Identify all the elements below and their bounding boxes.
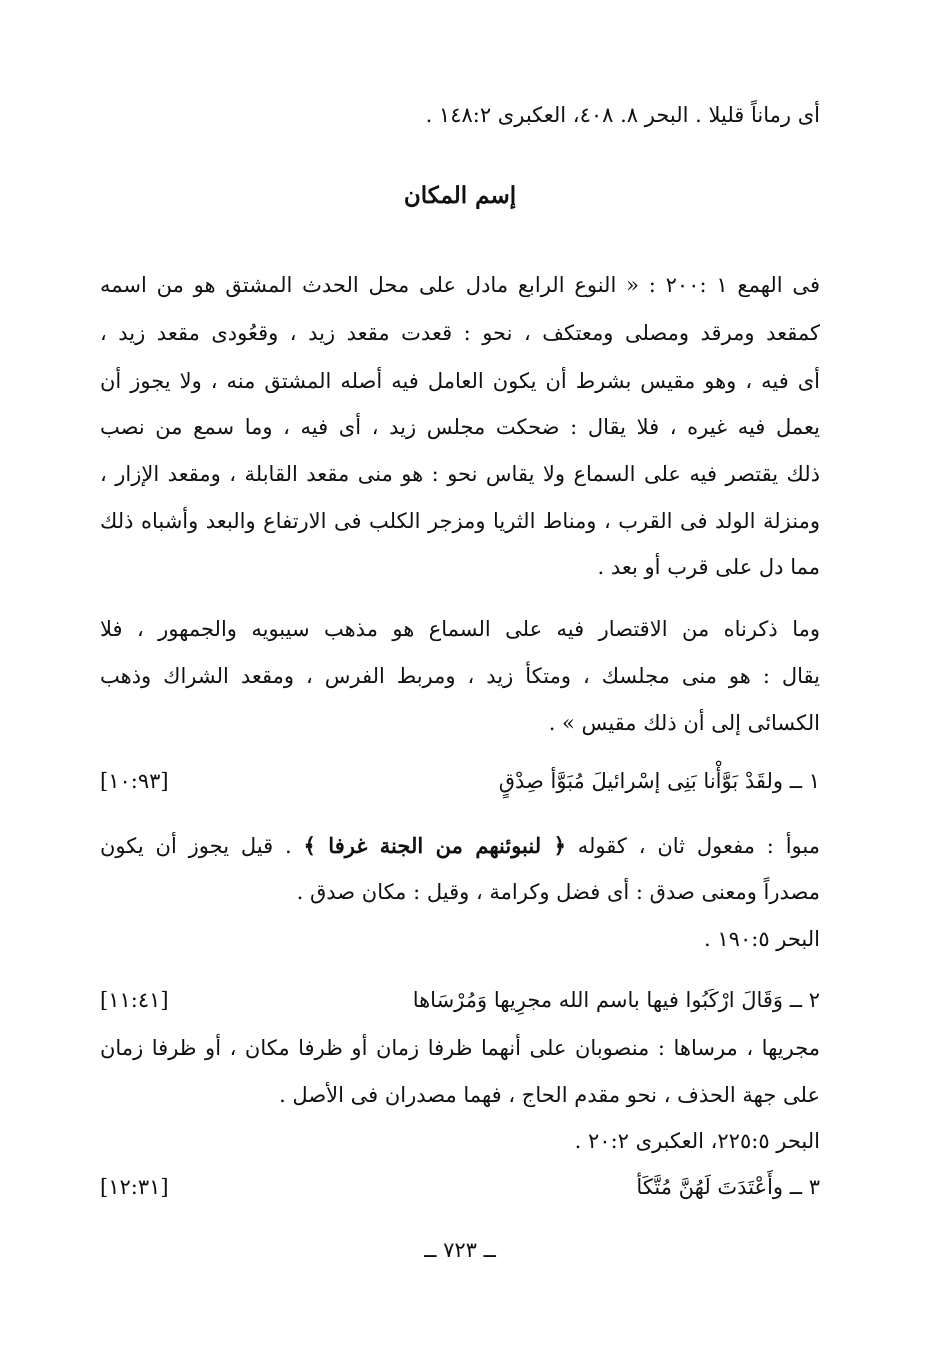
paragraph-line: وما ذكرناه من الاقتصار فيه على السماع هو مذهب سيبويه والجمهور ، فلا: [100, 617, 820, 641]
verse-text: ١ ــ ولقَدْ بَوَّأْنا بَنِى إسْرائيلَ مُبَوَّأ صِدْقٍ: [498, 769, 820, 793]
commentary-line: على جهة الحذف ، نحو مقدم الحاج ، فهما مصدران فى الأصل .: [279, 1083, 820, 1107]
paragraph-line: ذلك يقتصر فيه على السماع ولا يقاس نحو : هو منى مقعد القابلة ، ومقعد الإزار ،: [100, 462, 820, 486]
section-title: إسم المكان: [403, 182, 517, 209]
quran-quote: ﴿ لنبوئنهم من الجنة غرفا ﴾: [303, 833, 566, 858]
paragraph-line: كمقعد ومرقد ومصلى ومعتكف ، نحو : قعدت مقعد زيد ، وقعُودى مقعد زيد ،: [100, 321, 820, 345]
page-number: ــ ٧٢٣ ــ: [424, 1238, 496, 1262]
paragraph-line: أى فيه ، وهو مقيس بشرط أن يكون العامل فيه أصله المشتق منه ، ولا يجوز أن: [100, 369, 820, 393]
commentary-text: . قيل يجوز أن يكون: [100, 834, 292, 858]
commentary-line: مجريها ، مرساها : منصوبان على أنهما ظرفا زمان أو ظرفا مكان ، أو ظرفا زمان: [100, 1036, 820, 1060]
verse-reference: [١٠:٩٣]: [100, 769, 169, 793]
paragraph-line: ومنزلة الولد فى القرب ، ومناط الثريا ومزجر الكلب فى الارتفاع والبعد وأشباه ذلك: [100, 509, 820, 533]
verse-text: ٣ ــ وأَعْتَدَتَ لَهُنَّ مُتَّكَأ: [636, 1175, 820, 1199]
paragraph-line: مما دل على قرب أو بعد .: [597, 555, 820, 579]
paragraph-line: فى الهمع ١ :٢٠٠ : « النوع الرابع مادل على محل الحدث المشتق هو من اسمه: [100, 273, 820, 297]
paragraph-line: الكسائى إلى أن ذلك مقيس » .: [548, 711, 820, 735]
page-body: [100, 0, 820, 1347]
commentary-line: مصدراً ومعنى صدق : أى فضل وكرامة ، وقيل : مكان صدق .: [296, 880, 820, 904]
commentary-line: [100, 831, 820, 861]
verse-text: ٢ ــ وَقَالَ ارْكَبُوا فيها باسم الله مجرِيها وَمُرْسَاها: [412, 988, 820, 1012]
paragraph-line: يعمل فيه غيره ، فلا يقال : ضحكت مجلس زيد ، أى فيه ، وما سمع من نصب: [100, 415, 820, 439]
verse-reference: [١١:٤١]: [100, 988, 169, 1012]
top-line: أى رماناً قليلا . البحر ٨. ٤٠٨، العكبرى ١٤٨:٢ .: [425, 103, 820, 127]
commentary-text: مبوأ : مفعول ثان ، كقوله: [577, 834, 820, 858]
verse-reference: [١٢:٣١]: [100, 1175, 169, 1199]
source-citation: البحر ١٩٠:٥ .: [704, 927, 820, 951]
paragraph-line: يقال : هو منى مجلسك ، ومتكأ زيد ، ومربط الفرس ، ومقعد الشراك وذهب: [100, 664, 820, 688]
source-citation: البحر ٢٢٥:٥، العكبرى ٢٠:٢ .: [574, 1129, 820, 1153]
